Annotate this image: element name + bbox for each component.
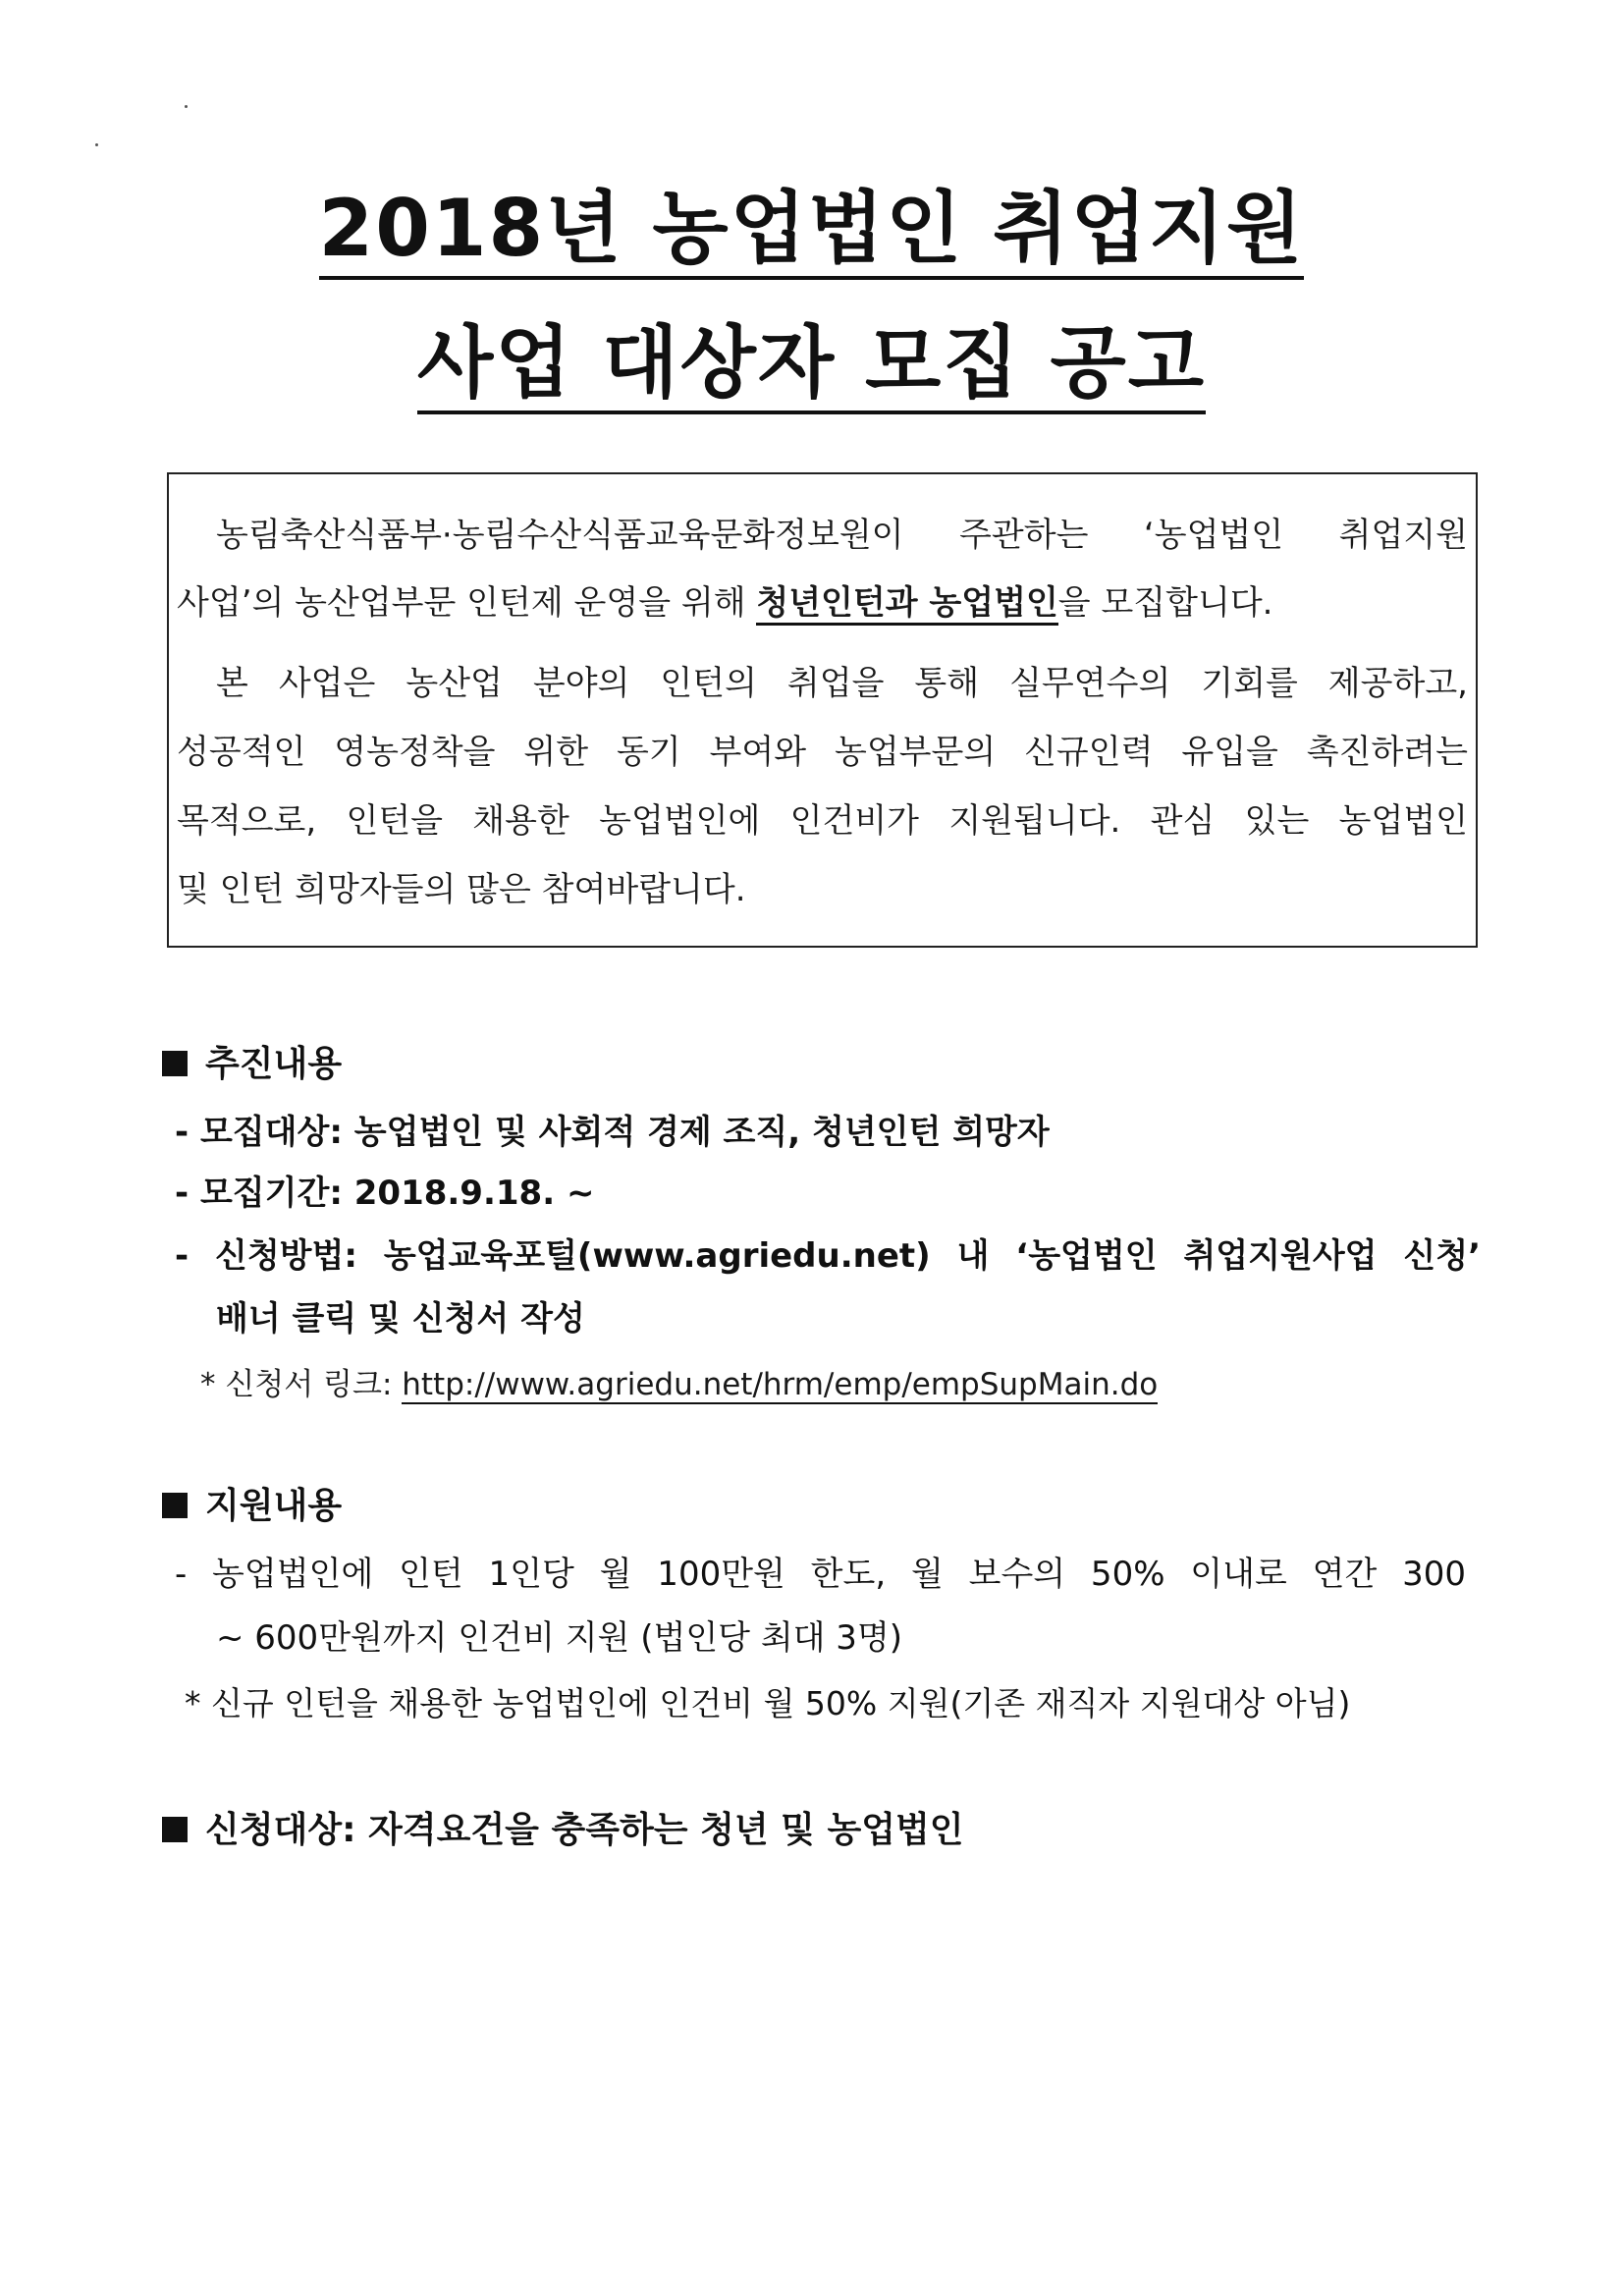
section-heading-eligibility: 신청대상: 자격요건을 충족하는 청년 및 농업법인 (162, 1809, 964, 1852)
support-detail-line2: ~ 600만원까지 인건비 지원 (법인당 최대 3명) (216, 1618, 903, 1658)
recruit-target: - 모집대상: 농업법인 및 사회적 경제 조직, 청년인턴 희망자 (175, 1113, 1050, 1152)
square-bullet-icon (162, 1817, 188, 1842)
support-detail-line1: - 농업법인에 인턴 1인당 월 100만원 한도, 월 보수의 50% 이내로 연간 300 (175, 1555, 1466, 1594)
scan-speck (185, 105, 188, 108)
intro-p2-line1: 본 사업은 농산업 분야의 인턴의 취업을 통해 실무연수의 기회를 제공하고, (216, 664, 1468, 703)
square-bullet-icon (162, 1051, 188, 1076)
apply-method-line2: 배너 클릭 및 신청서 작성 (216, 1299, 585, 1339)
apply-method-line1: - 신청방법: 농업교육포털(www.agriedu.net) 내 ‘농업법인 취업지원사업 신청’ (175, 1236, 1481, 1276)
section-heading-promotion: 추진내용 (162, 1043, 342, 1086)
square-bullet-icon (162, 1493, 188, 1518)
title-line-1: 2018년 농업법인 취업지원 (0, 182, 1623, 276)
support-note: * 신규 인턴을 채용한 농업법인에 인건비 월 50% 지원(기존 재직자 지원대상 아님) (185, 1684, 1351, 1722)
intro-p2-line2: 성공적인 영농정착을 위한 동기 부여와 농업부문의 신규인력 유입을 촉진하려는 (177, 733, 1468, 772)
recruit-period: - 모집기간: 2018.9.18. ~ (175, 1174, 595, 1213)
intro-p1-line2: 사업’의 농산업부문 인턴제 운영을 위해 청년인턴과 농업법인을 모집합니다. (177, 583, 1468, 623)
application-link[interactable]: http://www.agriedu.net/hrm/emp/empSupMain.do (402, 1367, 1159, 1402)
scan-speck (95, 143, 98, 146)
section-heading-support: 지원내용 (162, 1485, 342, 1528)
intro-p2-line4: 및 인턴 희망자들의 많은 참여바랍니다. (177, 870, 746, 909)
intro-p2-line3: 목적으로, 인턴을 채용한 농업법인에 인건비가 지원됩니다. 관심 있는 농업법인 (177, 801, 1468, 841)
application-link-note: * 신청서 링크: http://www.agriedu.net/hrm/emp/empSupMain.do (200, 1367, 1159, 1402)
highlight-recruit-targets: 청년인턴과 농업법인 (756, 583, 1057, 626)
title-line-2: 사업 대상자 모집 공고 (0, 316, 1623, 410)
intro-p1-line1: 농림축산식품부·농림수산식품교육문화정보원이 주관하는 ‘농업법인 취업지원 (216, 516, 1468, 555)
